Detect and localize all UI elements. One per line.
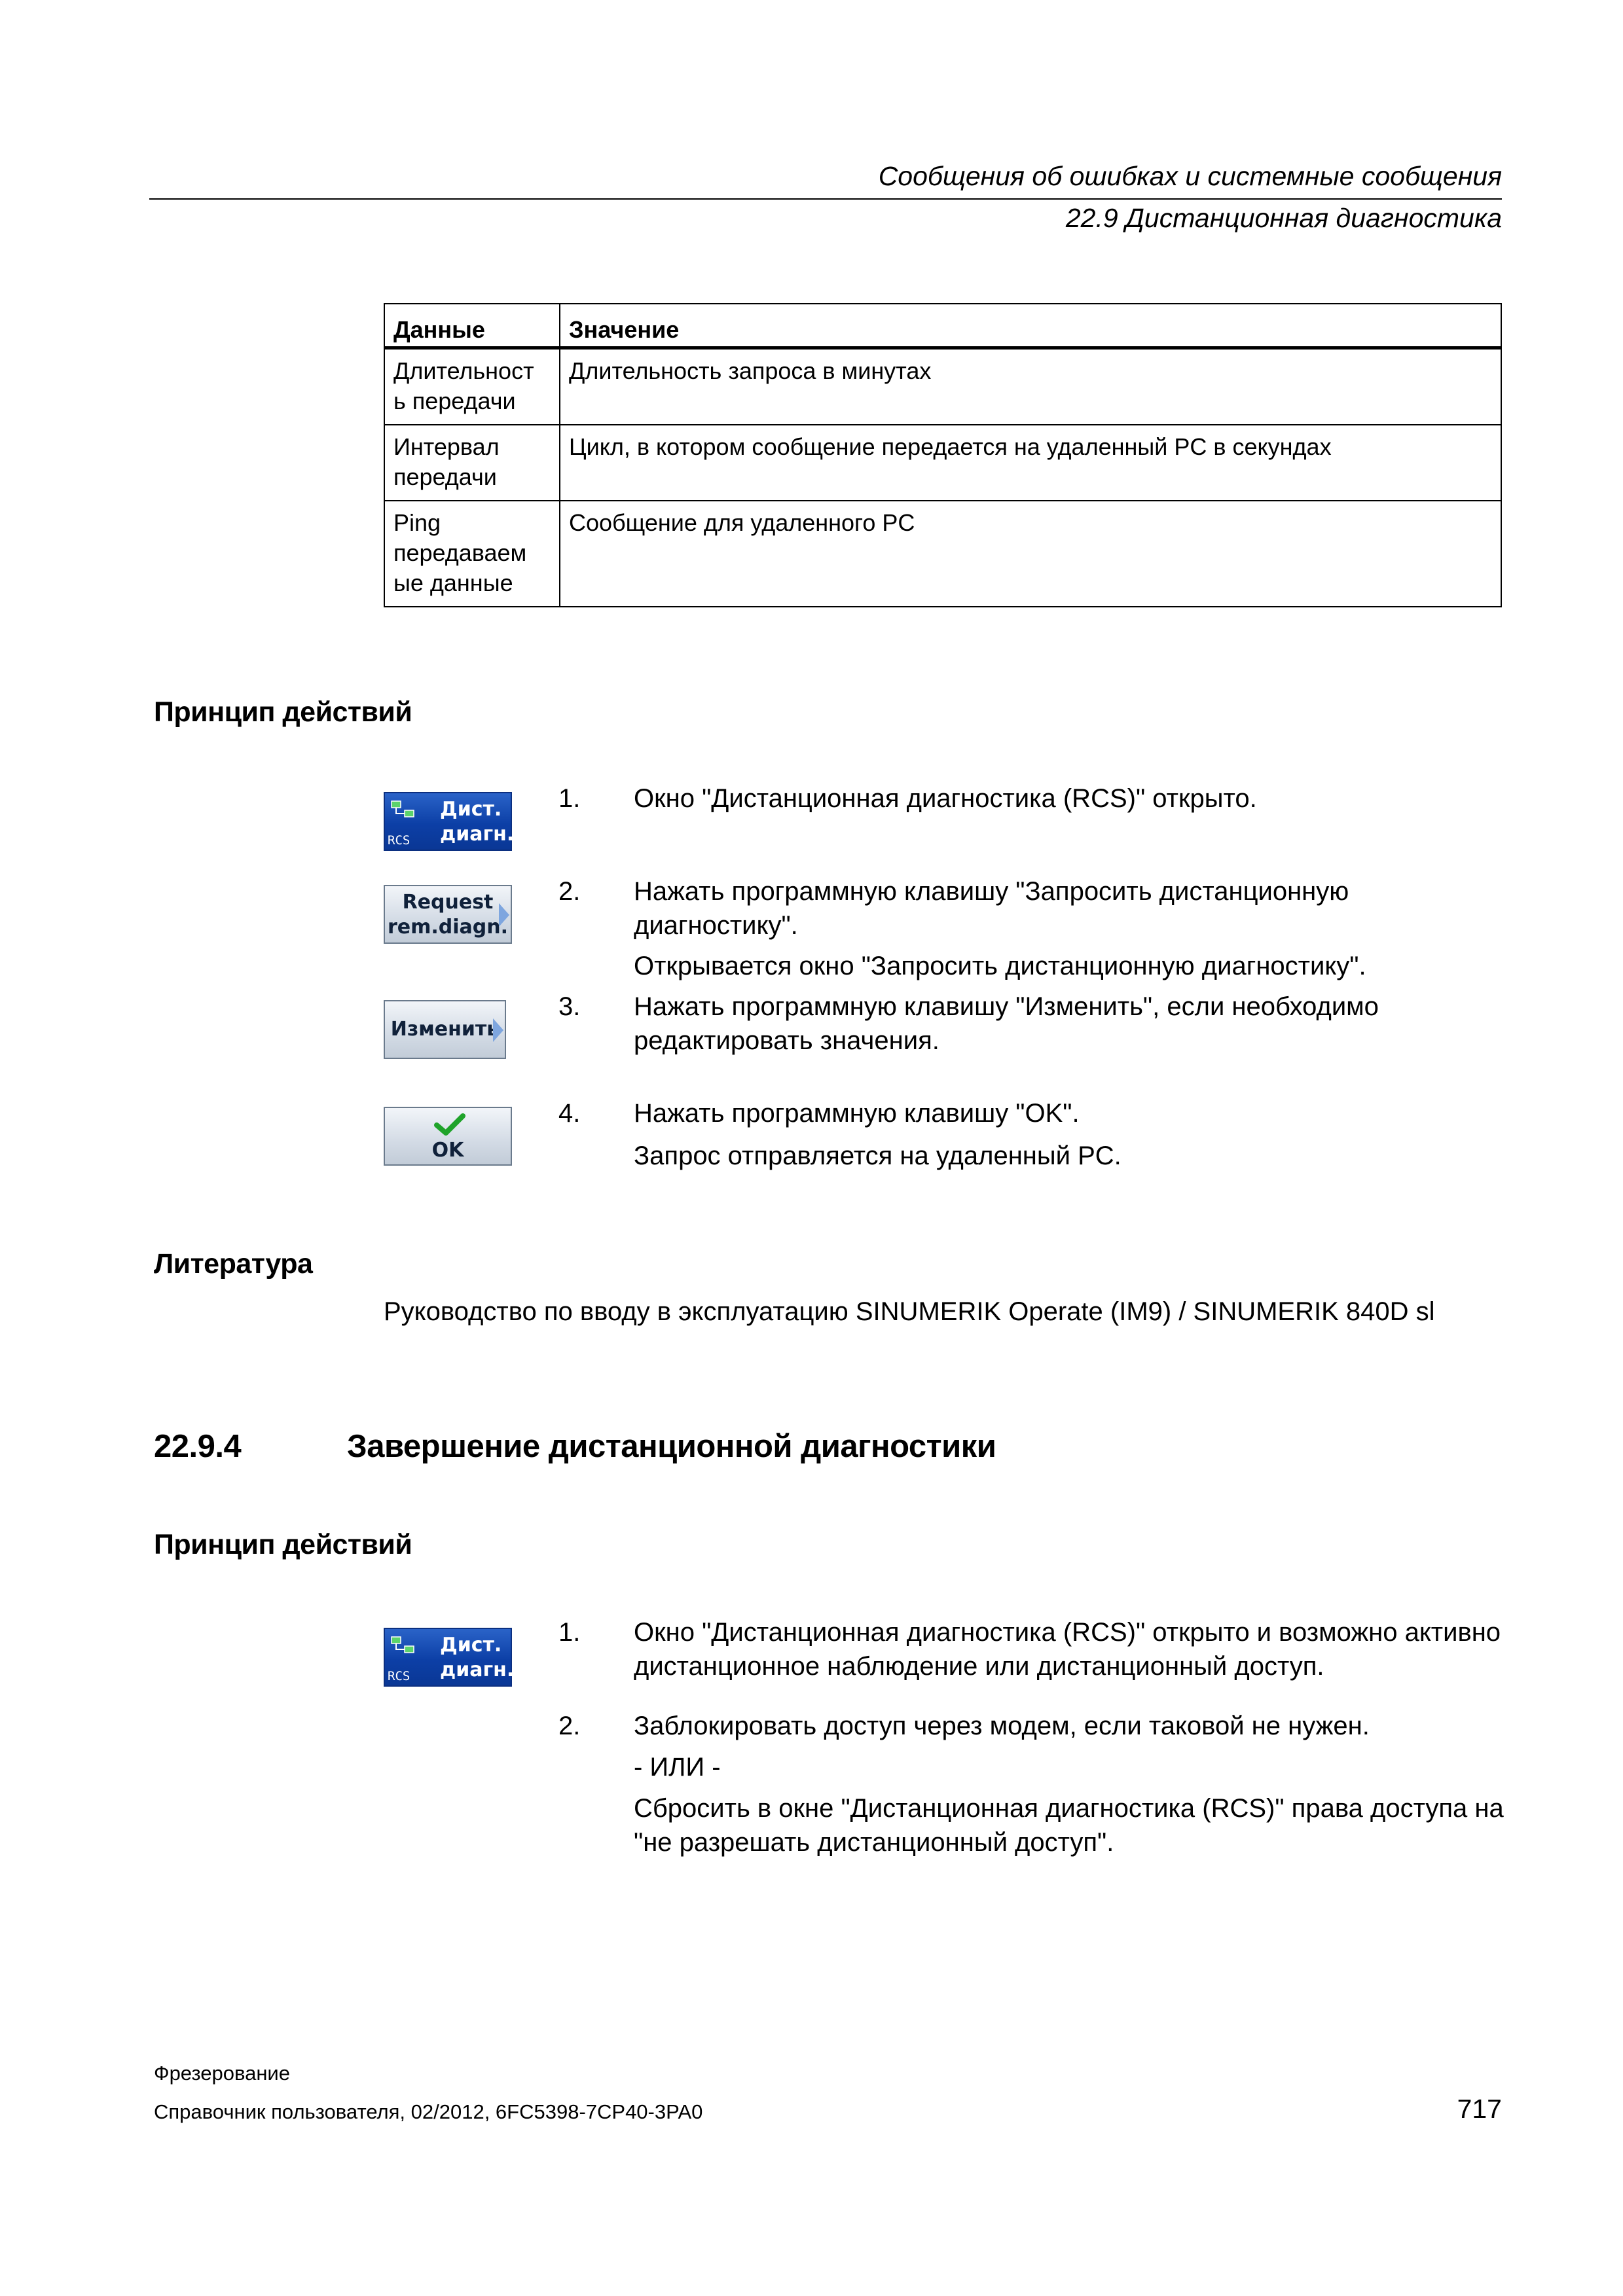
softkey-label: Изменить — [390, 1018, 500, 1041]
table-header-row — [384, 304, 1501, 348]
softkey-label-line1: Дист. — [440, 1634, 502, 1657]
rcs-label: RCS — [388, 833, 410, 848]
network-computers-icon — [390, 800, 416, 826]
table-cell: Длительность запроса в минутах — [560, 348, 1501, 425]
literature-text: Руководство по вводу в эксплуатацию SINUMERIK Operate (IM9) / SINUMERIK 840D sl — [384, 1297, 1435, 1326]
step-number: 2. — [558, 877, 581, 906]
table-cell: Ping передаваем ые данные — [384, 501, 560, 607]
literature-heading: Литература — [154, 1248, 313, 1280]
section-title-text: Завершение дистанционной диагностики — [347, 1429, 996, 1464]
softkey-label-line2: диагн. — [440, 1659, 515, 1681]
header-chapter: Сообщения об ошибках и системные сообщения — [878, 161, 1502, 191]
step-number: 3. — [558, 992, 581, 1021]
footer-product: Фрезерование — [154, 2062, 290, 2085]
rcs-label: RCS — [388, 1669, 410, 1683]
ok-softkey[interactable] — [384, 1107, 512, 1166]
table-header-cell: Данные — [384, 304, 560, 348]
step-number: 1. — [558, 1618, 581, 1647]
footer-manual: Справочник пользователя, 02/2012, 6FC5398-7CP40-3PA0 — [154, 2100, 703, 2123]
softkey-label-line2: rem.diagn. — [387, 916, 509, 939]
step-result: Открывается окно "Запросить дистанционную диагностику". — [634, 952, 1366, 980]
table-row — [384, 501, 1501, 607]
network-computers-icon — [390, 1636, 416, 1662]
page-number: 717 — [1457, 2094, 1502, 2124]
arrow-right-icon — [493, 1018, 503, 1042]
section-heading: Принцип действий — [154, 1529, 412, 1560]
softkey-label — [385, 886, 511, 940]
data-table — [384, 303, 1502, 607]
step-or: - ИЛИ - — [634, 1753, 721, 1782]
softkey-label-line2: диагн. — [440, 823, 515, 846]
step-text: Окно "Дистанционная диагностика (RCS)" открыто. — [634, 784, 1257, 813]
softkey-label: OK — [431, 1139, 464, 1162]
remote-diagnosis-softkey[interactable] — [384, 792, 515, 851]
header-section: 22.9 Дистанционная диагностика — [1065, 203, 1502, 233]
section-number: 22.9.4 — [154, 1429, 242, 1464]
table-cell: Сообщение для удаленного PC — [560, 501, 1501, 607]
softkey-label-line1: Дист. — [440, 798, 502, 821]
header-rule — [149, 198, 1502, 200]
change-softkey[interactable] — [384, 1000, 506, 1059]
arrow-right-icon — [499, 903, 509, 927]
step-number: 1. — [558, 784, 581, 813]
step-number: 2. — [558, 1712, 581, 1740]
step-text: Заблокировать доступ через модем, если таковой не нужен. — [634, 1712, 1370, 1740]
step-text: Нажать программную клавишу "Изменить", если необходимо редактировать значения. — [634, 992, 1379, 1055]
remote-diagnosis-softkey[interactable] — [384, 1628, 515, 1687]
checkmark-icon — [434, 1113, 465, 1137]
table-row — [384, 348, 1501, 425]
table-cell: Цикл, в котором сообщение передается на удаленный PC в секундах — [560, 425, 1501, 501]
table-header-cell: Значение — [560, 304, 1501, 348]
step-text: Нажать программную клавишу "Запросить дистанционную диагностику". — [634, 877, 1349, 940]
softkey-label — [440, 797, 514, 847]
section-title — [154, 1427, 996, 1465]
step-result: Запрос отправляется на удаленный PC. — [634, 1141, 1122, 1170]
section-heading: Принцип действий — [154, 696, 412, 728]
step-text: Нажать программную клавишу "OK". — [634, 1099, 1080, 1128]
softkey-label-line1: Request — [402, 891, 494, 914]
table-cell: Интервал передачи — [384, 425, 560, 501]
table-cell: Длительност ь передачи — [384, 348, 560, 425]
table-row — [384, 425, 1501, 501]
step-number: 4. — [558, 1099, 581, 1128]
step-text: Окно "Дистанционная диагностика (RCS)" открыто и возможно активно дистанционное наблюдение или дистанционный доступ. — [634, 1618, 1501, 1681]
request-remote-diagnosis-softkey[interactable] — [384, 885, 512, 944]
step-alternative: Сбросить в окне "Дистанционная диагностика (RCS)" права доступа на "не разрешать дистанционный доступ". — [634, 1794, 1504, 1857]
softkey-label — [440, 1633, 514, 1683]
